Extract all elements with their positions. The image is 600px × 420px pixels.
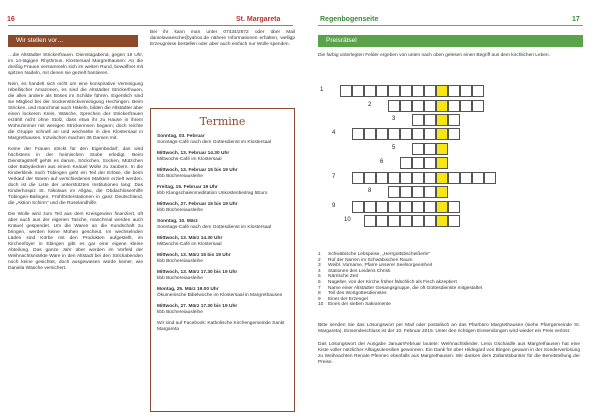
crossword-cell	[388, 215, 400, 227]
crossword-cell	[472, 85, 484, 97]
row-number: 9	[332, 203, 336, 209]
event-text: Mittwochs-Café im Klostersaal	[157, 242, 222, 247]
crossword-cell	[376, 215, 388, 227]
clue-list	[318, 252, 580, 308]
row-number: 1	[320, 87, 324, 93]
solution-cell	[436, 85, 448, 97]
crossword-cell	[448, 85, 460, 97]
crossword-cell	[364, 128, 376, 140]
crossword-cell	[472, 100, 484, 112]
crossword-cell	[352, 201, 364, 213]
crossword-cell	[424, 157, 436, 169]
event-date: Sonntag, 10. März	[157, 219, 198, 224]
termine-box	[150, 108, 295, 412]
crossword-cell	[424, 186, 436, 198]
crossword-cell	[376, 128, 388, 140]
crossword-cell	[400, 186, 412, 198]
solution-cell	[436, 100, 448, 112]
crossword-cell	[352, 172, 364, 184]
left-page-number: 16	[7, 16, 15, 23]
solution-cell	[436, 215, 448, 227]
clue-text: Närrische Zeit	[328, 274, 358, 280]
crossword-cell	[412, 143, 424, 155]
solution-cell	[436, 128, 448, 140]
event-list	[157, 134, 288, 316]
crossword-cell	[400, 85, 412, 97]
facebook-note: Wir sind auf Facebook: Katholische Kirchengemeinde Sankt Margareta	[157, 321, 285, 332]
event-item	[157, 270, 288, 282]
crossword-grid	[318, 80, 580, 230]
crossword-cell	[400, 157, 412, 169]
event-date: Mittwoch, 13. März 15 bis 19 Uhr	[157, 253, 231, 258]
row-number: 8	[368, 188, 372, 194]
clue-text: Einer der Erzengel	[328, 296, 368, 302]
crossword-cell	[460, 100, 472, 112]
solution-cell	[436, 143, 448, 155]
right-page-title: Regenbogenseite	[320, 16, 379, 23]
event-date: Mittwoch, 27. Februar 15 bis 19 Uhr	[157, 202, 238, 207]
solution-cell	[436, 172, 448, 184]
crossword-cell	[448, 114, 460, 126]
solution-cell	[436, 114, 448, 126]
crossword-cell	[448, 100, 460, 112]
clue-number: 10	[318, 302, 324, 308]
crossword-cell	[412, 85, 424, 97]
event-date: Mittwoch, 13. Februar 14.30 Uhr	[157, 151, 230, 156]
crossword-cell	[352, 128, 364, 140]
crossword-cell	[424, 215, 436, 227]
crossword-cell	[424, 143, 436, 155]
previous-solution-note: Das Lösungswort der Ausgabe Januar/Februar lautete: Weihnachtslieder. Lena Gschaidle aus Margrethausen hat eine Kiste voller nützlicher Alltagsutensilien gewonnen. Ein Dank für über Hildegard von Bingen gewann in der Sonderverlosung zu Weihnachten Renate Pfennec ebenfalls aus Margrethausen. Wir danken dem Zollamtsbuntier für die Bereitstellung der Preise.	[318, 342, 580, 365]
crossword-cell	[424, 201, 436, 213]
solution-cell	[436, 157, 448, 169]
crossword-cell	[448, 128, 460, 140]
event-date: Mittwoch, 13. März 17.30 bis 19 Uhr	[157, 270, 238, 275]
clue-number: 5	[318, 274, 321, 280]
crossword-cell	[364, 172, 376, 184]
event-item	[157, 202, 288, 214]
solution-cell	[436, 186, 448, 198]
event-date: Mittwoch, 27. März 17.30 bis 19 Uhr	[157, 304, 238, 309]
article-paragraph: Die Wolle wird zum Teil aus dem Kreisgewinn finanziert, oft aber auch aus der eigenen Tasche, manchmal werden auch Knäuel gespendet. Um die Waren an die Kundschaft zu bringen, werden keine Mühen gescheut. Im wechselnden Läden sind Körbe mit den Produkten aufgestellt, im Kirchenfoyer in Ebingen gibt es gar eine eigene kleine Abteilung. Das ganze Jahr über werden im Vorfeld der Weihnachtsmärkte Ware in den Altstadt bei den Strickabenden noch keine gesichtet, doch ausgewiesen würde keiner, wie Daniela Wäsche versichert.	[8, 212, 143, 271]
event-text: kbb Büchereiausleihe	[157, 259, 203, 264]
crossword-cell	[352, 85, 364, 97]
event-text: kbb Büchereiausleihe	[157, 174, 203, 179]
row-number: 6	[380, 159, 384, 165]
article-paragraph: Keine der Frauen strickt für den Eigenbedarf, das wird höchstens in der heimischen Stube erledigt. Beim Dienstagstreff gehts es darum, Söckchen, Socken, Mützchen oder Babydecken aus einem Knäuel Wolle zu zaubern. In die Kinderklinik nach Tübingen geht ein Teil der Erlöse, die beim Verkauf der Waren auf verschiedenen Märkten erzielt werden, doch ist die Liste der unterstützten Institutionen lang: Das Kinderhospiz St. Nikolaus im Allgäu, die Obdachlosenhilfe Tübingen-Balingen, Frühförderstationen in ganz Deutschland, die „Aktion Schirm" und die Ruselandhilfe.	[8, 147, 143, 206]
event-text: Mittwochs-Café im Klostersaal	[157, 157, 222, 162]
event-item	[157, 185, 288, 197]
submission-note: Bitte senden Sie das Lösungswort per Mail oder postalisch an das Pfarrbüro Margrethausen (siehe Pfarrgemeinde St. Margareta). Einsendeschluss ist der 10. Februar 2019. Unter den richtigen Einsendungen wird wieder ein Preis verlost.	[318, 323, 580, 334]
clue-number: 6	[318, 279, 321, 285]
crossword-cell	[412, 186, 424, 198]
crossword-cell	[424, 114, 436, 126]
event-item	[157, 287, 288, 299]
event-date: Mittwoch, 13. Februar 15 bis 19 Uhr	[157, 168, 238, 173]
row-number: 10	[344, 217, 351, 223]
puzzle-intro: Die farbig unterlegten Felder ergeben von unten nach oben gelesen einen Begriff aus dem kirchlichen Leben.	[318, 53, 550, 58]
crossword-cell	[412, 114, 424, 126]
crossword-cell	[388, 172, 400, 184]
crossword-cell	[400, 201, 412, 213]
event-item	[157, 219, 288, 231]
crossword-cell	[340, 85, 352, 97]
termine-heading: Termine	[199, 115, 246, 128]
event-text: Sonntags-Café nach dem Gottesdienst im Klostersaal	[157, 225, 272, 230]
clue-text: Stationen des Leidens Christi	[328, 268, 391, 274]
solution-cell	[436, 201, 448, 213]
clue-text: Weibl. Vorname, Pfarre unserer Seelsorgeeinheit	[328, 263, 433, 269]
crossword-cell	[364, 201, 376, 213]
crossword-cell	[448, 172, 460, 184]
crossword-cell	[388, 201, 400, 213]
crossword-cell	[424, 172, 436, 184]
crossword-cell	[376, 85, 388, 97]
crossword-cell	[412, 157, 424, 169]
row-number: 4	[332, 130, 336, 136]
crossword-cell	[412, 201, 424, 213]
crossword-cell	[364, 85, 376, 97]
article-paragraph: …die Altstädter Strickerfrauen. Dienstagabend, gegen 19 Uhr, im 14-tägigen Rhythmus, Klostersaal Margrethausen: An die dreißig Frauen versammeln sich im weiten Rund, bewaffnet mit spitzen Nadeln, mit denen sie gezielt hantieren.	[8, 53, 143, 76]
event-date: Montag, 25. März 19.00 Uhr	[157, 287, 219, 292]
contact-paragraph: Bei ihr kann man unter 07434/2672 oder über Mail danielawaesche@yahoo.de nähere Informationen erhalten, welligp Erzeugnisse bestellen oder aber auch einfach nur Wolle spenden.	[150, 30, 295, 47]
crossword-cell	[460, 85, 472, 97]
clue-number: 3	[318, 263, 321, 269]
crossword-cell	[412, 172, 424, 184]
clue-text: Name einer Altstädter Gesangsgruppe, die oft Gottesdienste mitgestaltet	[328, 285, 483, 291]
right-header-rule	[318, 25, 583, 26]
crossword-cell	[400, 215, 412, 227]
event-date: Freitag, 15. Februar 19 Uhr	[157, 185, 218, 190]
crossword-cell	[388, 128, 400, 140]
crossword-cell	[424, 128, 436, 140]
article-paragraph: Nein, es handelt sich nicht um eine konspirative Vereinigung rebellischer Amazonen, es sind die Altstädter Strickerfrauen, die alles andere als Böses im Schilde führen. Eigentlich sind sie Mitglied bei der Sockenstrickvereinigung Hechingen. Beim Stricken, und manchmal auch Häkeln, bilden die Altstädter aber einen lockeren Kreis. Wäsche, Sprechen der Strickerfrauen erzählt nicht ohne Stolz, dass etwa ihr zu Hause in ihrem Wohnzimmer mit wenigen Strickerinnen begann; doch reichte die Gruppe schnell an und wechselte in den Klostersaal in Margrethausen. Inzwischen machen 36 Damen mit.	[8, 82, 143, 141]
left-header-rule	[8, 25, 293, 26]
event-item	[157, 304, 288, 316]
event-text: kbb Klangschalenmeditation Unkostenbeitrag 5Euro	[157, 191, 268, 196]
wir-stellen-vor-banner: Wir stellen vor…	[8, 35, 138, 47]
crossword-cell	[424, 85, 436, 97]
event-text: kbb Büchereiausleihe	[157, 310, 203, 315]
clue-text: Teil des Wortgottesdienstes	[328, 291, 387, 297]
left-page-title: St. Margareta	[236, 16, 281, 23]
article-column-a	[8, 53, 143, 277]
clue-number: 9	[318, 296, 321, 302]
clue-text: Nagelter, von der Kirche früher fälschlich als Fisch akzeptiert	[328, 279, 457, 285]
crossword-cell	[388, 85, 400, 97]
row-number: 3	[392, 116, 396, 122]
crossword-cell	[412, 215, 424, 227]
crossword-cell	[400, 172, 412, 184]
crossword-cell	[388, 100, 400, 112]
clue-number: 4	[318, 268, 321, 274]
clue-number: 2	[318, 257, 321, 263]
event-item	[157, 253, 288, 265]
event-item	[157, 168, 288, 180]
event-item	[157, 134, 288, 146]
crossword-cell	[376, 201, 388, 213]
crossword-cell	[412, 128, 424, 140]
crossword-cell	[400, 100, 412, 112]
preisraetsel-banner: Preisrätsel	[318, 35, 583, 47]
row-number: 7	[332, 174, 336, 180]
crossword-cell	[412, 100, 424, 112]
crossword-cell	[448, 215, 460, 227]
event-date: Sonntag, 03. Februar	[157, 134, 205, 139]
row-number: 5	[392, 145, 396, 151]
row-number: 2	[368, 102, 372, 108]
crossword-cell	[388, 186, 400, 198]
clue-number: 7	[318, 285, 321, 291]
right-page-number: 17	[572, 16, 580, 23]
clue-text: Eines der sieben Sakramente	[328, 302, 391, 308]
clue-text: Ruf der Narren im Schwäbischen Raum	[328, 257, 413, 263]
crossword-cell	[472, 172, 484, 184]
crossword-cell	[376, 172, 388, 184]
event-text: kbb Büchereiausleihe	[157, 208, 203, 213]
clue-number: 1	[318, 252, 321, 257]
event-text: Sonntags-Café nach dem Gottesdienst im Klostersaal	[157, 140, 272, 145]
event-item	[157, 151, 288, 163]
event-item	[157, 236, 288, 248]
article-column-b	[150, 30, 295, 53]
crossword-cell	[424, 100, 436, 112]
clue-number: 8	[318, 291, 321, 297]
event-date: Mittwoch, 13. März 14.30 Uhr	[157, 236, 223, 241]
crossword-cell	[400, 128, 412, 140]
event-text: Ökumenische Bibelwoche im Klostersaal in Margrethausen	[157, 293, 283, 298]
crossword-cell	[484, 172, 496, 184]
clue-text: Schwäbische Lebspeise, „Herrgottsbscheißerle"	[328, 252, 430, 257]
clue-item	[318, 302, 580, 308]
crossword-cell	[448, 201, 460, 213]
crossword-cell	[364, 215, 376, 227]
event-text: kbb Büchereiausleihe	[157, 276, 203, 281]
crossword-cell	[460, 172, 472, 184]
